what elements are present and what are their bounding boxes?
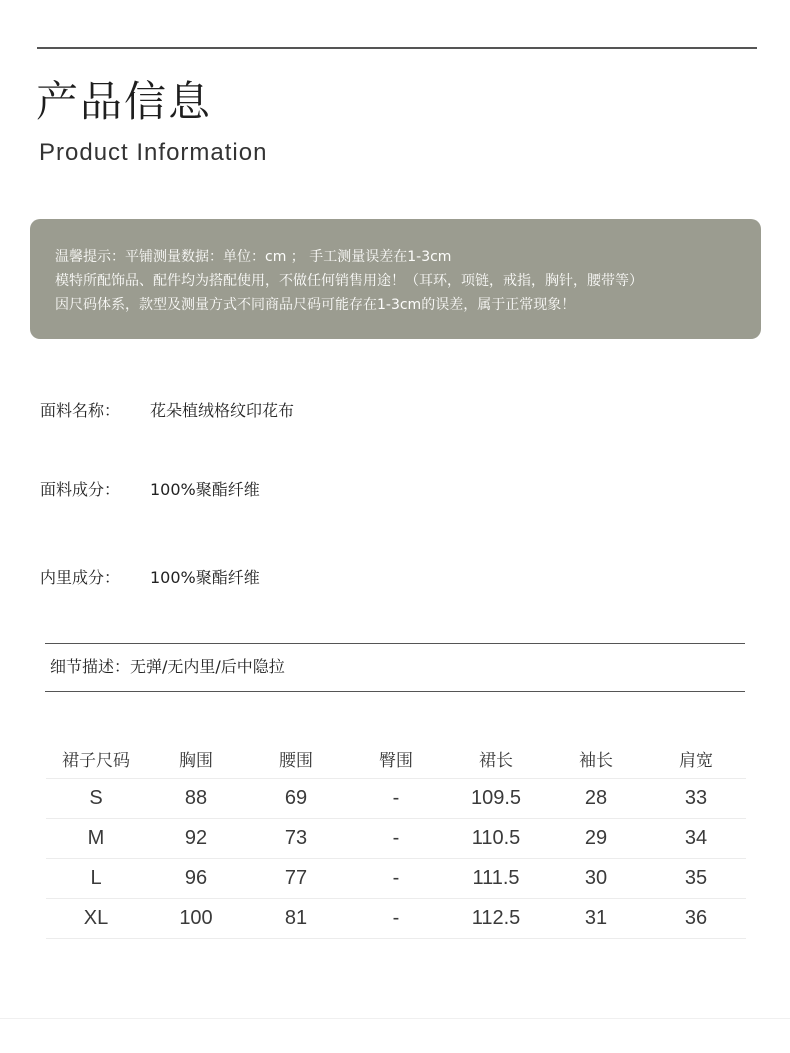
table-cell: 69 xyxy=(246,779,346,819)
fabric-composition-row xyxy=(40,479,260,501)
detail-value: 无弹/无内里/后中隐拉 xyxy=(130,657,285,676)
table-cell: L xyxy=(46,859,146,899)
table-row xyxy=(46,779,746,819)
column-header: 裙长 xyxy=(479,750,513,771)
table-cell: 77 xyxy=(246,859,346,899)
fabric-composition-value: 100%聚酯纤维 xyxy=(150,480,260,499)
column-header: 胸围 xyxy=(179,750,213,771)
table-cell: 112.5 xyxy=(446,899,546,939)
table-cell: S xyxy=(46,779,146,819)
table-cell: 109.5 xyxy=(446,779,546,819)
table-cell: 30 xyxy=(546,859,646,899)
table-row xyxy=(46,819,746,859)
table-row xyxy=(46,859,746,899)
detail-divider-bottom xyxy=(45,691,745,692)
table-cell: 100 xyxy=(146,899,246,939)
table-cell: 31 xyxy=(546,899,646,939)
table-cell: 96 xyxy=(146,859,246,899)
table-cell: 88 xyxy=(146,779,246,819)
detail-label: 细节描述： xyxy=(50,657,131,676)
fabric-name-value: 花朵植绒格纹印花布 xyxy=(150,401,295,420)
column-header: 袖长 xyxy=(579,750,613,771)
table-cell: 111.5 xyxy=(446,859,546,899)
notice-line: 因尺码体系，款型及测量方式不同商品尺码可能存在1-3cm的误差，属于正常现象！ xyxy=(55,297,576,313)
fabric-name-row xyxy=(40,400,294,422)
lining-composition-label: 内里成分： xyxy=(40,568,121,587)
size-table-header xyxy=(46,738,746,779)
table-cell: 36 xyxy=(646,899,746,939)
table-cell: 34 xyxy=(646,819,746,859)
table-cell: 92 xyxy=(146,819,246,859)
table-cell: - xyxy=(346,859,446,899)
table-cell: 28 xyxy=(546,779,646,819)
table-cell: - xyxy=(346,819,446,859)
detail-divider-top xyxy=(45,643,745,644)
table-cell: 81 xyxy=(246,899,346,939)
table-cell: 73 xyxy=(246,819,346,859)
table-cell: 35 xyxy=(646,859,746,899)
table-cell: - xyxy=(346,899,446,939)
size-table xyxy=(46,738,746,939)
table-cell: 33 xyxy=(646,779,746,819)
notice-line: 温馨提示：平铺测量数据：单位：cm ； 手工测量误差在1-3cm xyxy=(55,249,452,265)
lining-composition-value: 100%聚酯纤维 xyxy=(150,568,260,587)
column-header: 臀围 xyxy=(379,750,413,771)
fabric-composition-label: 面料成分： xyxy=(40,480,121,499)
table-cell: - xyxy=(346,779,446,819)
column-header: 裙子尺码 xyxy=(62,750,130,771)
table-cell: XL xyxy=(46,899,146,939)
detail-row xyxy=(50,656,285,678)
column-header: 肩宽 xyxy=(679,750,713,771)
top-divider xyxy=(37,47,757,49)
notice-box xyxy=(30,219,761,339)
bottom-divider xyxy=(0,1018,790,1019)
fabric-name-label: 面料名称： xyxy=(40,401,121,420)
lining-composition-row xyxy=(40,567,260,589)
table-row xyxy=(46,899,746,939)
page-subtitle: Product Information xyxy=(39,139,268,166)
table-cell: M xyxy=(46,819,146,859)
column-header: 腰围 xyxy=(279,750,313,771)
notice-line: 模特所配饰品、配件均为搭配使用，不做任何销售用途！（耳环，项链，戒指，胸针，腰带等） xyxy=(55,273,643,289)
table-cell: 29 xyxy=(546,819,646,859)
table-cell: 110.5 xyxy=(446,819,546,859)
page-title: 产品信息 xyxy=(36,77,213,126)
